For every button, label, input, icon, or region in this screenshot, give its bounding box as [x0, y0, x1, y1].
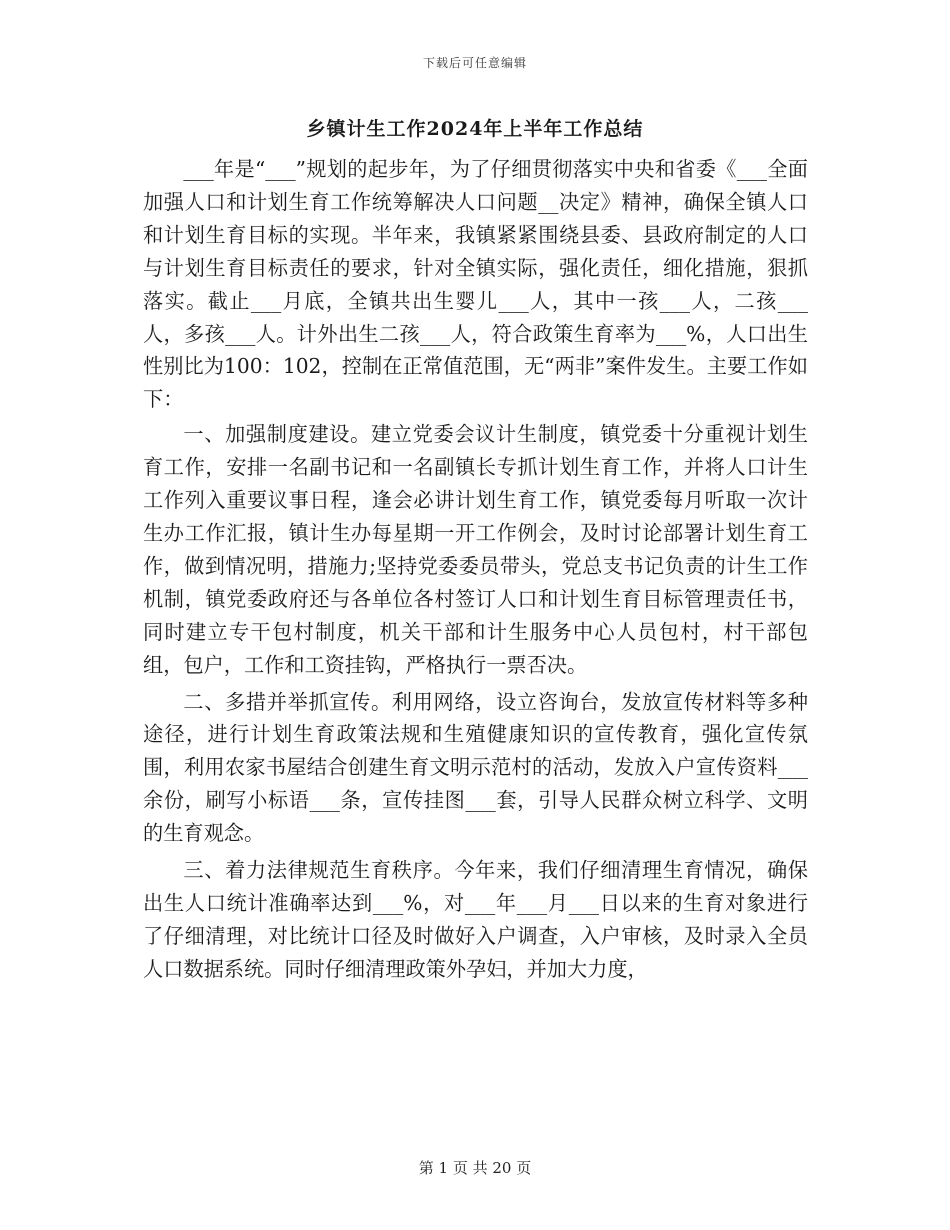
paragraph-intro: ___年是“___”规划的起步年，为了仔细贯彻落实中央和省委《___全面加强人口和计划生育工作统筹解决人口问题__决定》精神，确保全镇人口和计划生育目标的实现。半年来，我镇紧紧围绕县委、县政府制定的人口与计划生育目标责任的要求，针对全镇实际，强化责任，细化措施，狠抓落实。截止___月底，全镇共出生婴儿___人，其中一孩___人，二孩___人，多孩___人。计外出生二孩___人，符合政策生育率为___%，人口出生性别比为100：102，控制在正常值范围，无“两非”案件发生。主要工作如下： [143, 157, 808, 412]
document-body [143, 153, 808, 988]
document-title: 乡镇计生工作2024年上半年工作总结 [306, 118, 644, 140]
page-number: 第 1 页 共 20 页 [418, 1159, 532, 1177]
paragraph-legal-order: 三、着力法律规范生育秩序。今年来，我们仔细清理生育情况，确保出生人口统计准确率达到___%，对___年___月___日以来的生育对象进行了仔细清理，对比统计口径及时做好入户调查，入户审核，及时录入全员人口数据系统。同时仔细清理政策外孕妇，并加大力度， [143, 858, 808, 981]
paragraph-publicity: 二、多措并举抓宣传。利用网络，设立咨询台，发放宣传材料等多种途径，进行计划生育政策法规和生殖健康知识的宣传教育，强化宣传氛围，利用农家书屋结合创建生育文明示范村的活动，发放入户宣传资料___余份，刷写小标语___条，宣传挂图___套，引导人民群众树立科学、文明的生育观念。 [143, 689, 808, 846]
paragraph-system-building: 一、加强制度建设。建立党委会议计生制度，镇党委十分重视计划生育工作，安排一名副书记和一名副镇长专抓计划生育工作，并将人口计生工作列入重要议事日程，逢会必讲计划生育工作，镇党委每月听取一次计生办工作汇报，镇计生办每星期一开工作例会，及时讨论部署计划生育工作，做到情况明，措施力;坚持党委委员带头，党总支书记负责的计生工作机制，镇党委政府还与各单位各村签订人口和计划生育目标管理责任书，同时建立专干包村制度，机关干部和计生服务中心人员包村，村干部包组，包户，工作和工资挂钩，严格执行一票否决。 [143, 422, 808, 677]
header-note: 下载后可任意编辑 [422, 56, 527, 70]
